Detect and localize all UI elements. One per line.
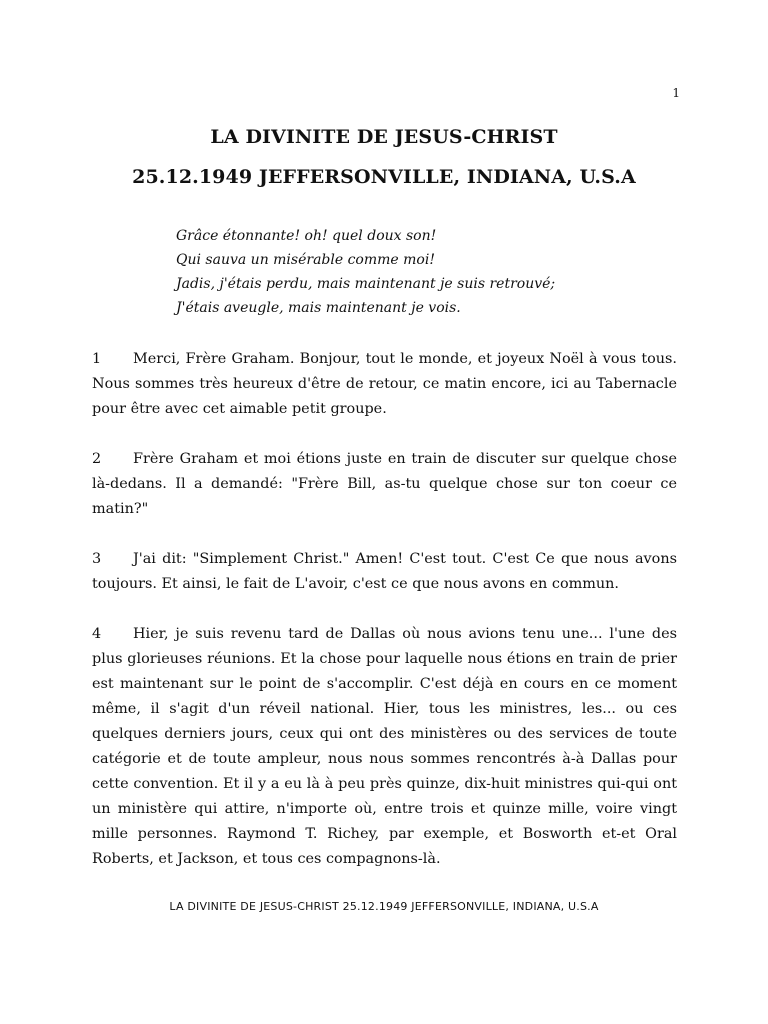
poem-line: Grâce étonnante! oh! quel doux son! [176,228,437,244]
paragraph-number: 2 [92,451,102,467]
paragraph-number: 3 [92,551,102,567]
document-title: LA DIVINITE DE JESUS-CHRIST [210,126,558,148]
poem-line: Jadis, j'étais perdu, mais maintenant je suis retrouvé; [176,276,556,292]
page-footer: LA DIVINITE DE JESUS-CHRIST 25.12.1949 JEFFERSONVILLE, INDIANA, U.S.A [169,900,599,913]
paragraph-text: Frère Graham et moi étions juste en train de discuter sur quelque chose là-dedans. Il a demandé: "Frère Bill, as-tu quelque chose sur ton coeur ce matin?" [92,451,677,517]
paragraph-text: Merci, Frère Graham. Bonjour, tout le monde, et joyeux Noël à vous tous. Nous sommes très heureux d'être de retour, ce matin encore, ici au Tabernacle pour être avec cet aimable petit groupe. [92,351,677,417]
paragraph [92,547,677,597]
document-subtitle-date-location: 25.12.1949 JEFFERSONVILLE, INDIANA, U.S.A [132,166,636,188]
paragraph-number: 1 [92,351,102,367]
poem-line: J'étais aveugle, mais maintenant je vois. [176,300,461,316]
paragraph-text: Hier, je suis revenu tard de Dallas où nous avions tenu une... l'une des plus glorieuses réunions. Et la chose pour laquelle nous étions en train de prier est maintenant sur le point de s'accomplir. C'est déjà en cours en ce moment même, il s'agit d'un réveil national. Hier, tous les ministres, les... ou ces quelques derniers jours, ceux qui ont des ministères ou des services de toute catégorie et de toute ampleur, nous nous sommes rencontrés à-à Dallas pour cette convention. Et il y a eu là à peu près quinze, dix-huit ministres qui-qui ont un ministère qui attire, n'importe où, entre trois et quinze mille, voire vingt mille personnes. Raymond T. Richey, par exemple, et Bosworth et-et Oral Roberts, et Jackson, et tous ces compagnons-là. [92,626,677,867]
paragraph [92,347,677,422]
poem-verse [176,224,555,320]
paragraph-number: 4 [92,626,102,642]
poem-line: Qui sauva un misérable comme moi! [176,252,435,268]
page-number: 1 [672,86,680,100]
paragraph [92,622,677,872]
paragraph [92,447,677,522]
document-body [92,347,677,897]
paragraph-text: J'ai dit: "Simplement Christ." Amen! C'est tout. C'est Ce que nous avons toujours. Et ainsi, le fait de L'avoir, c'est ce que nous avons en commun. [92,551,677,592]
